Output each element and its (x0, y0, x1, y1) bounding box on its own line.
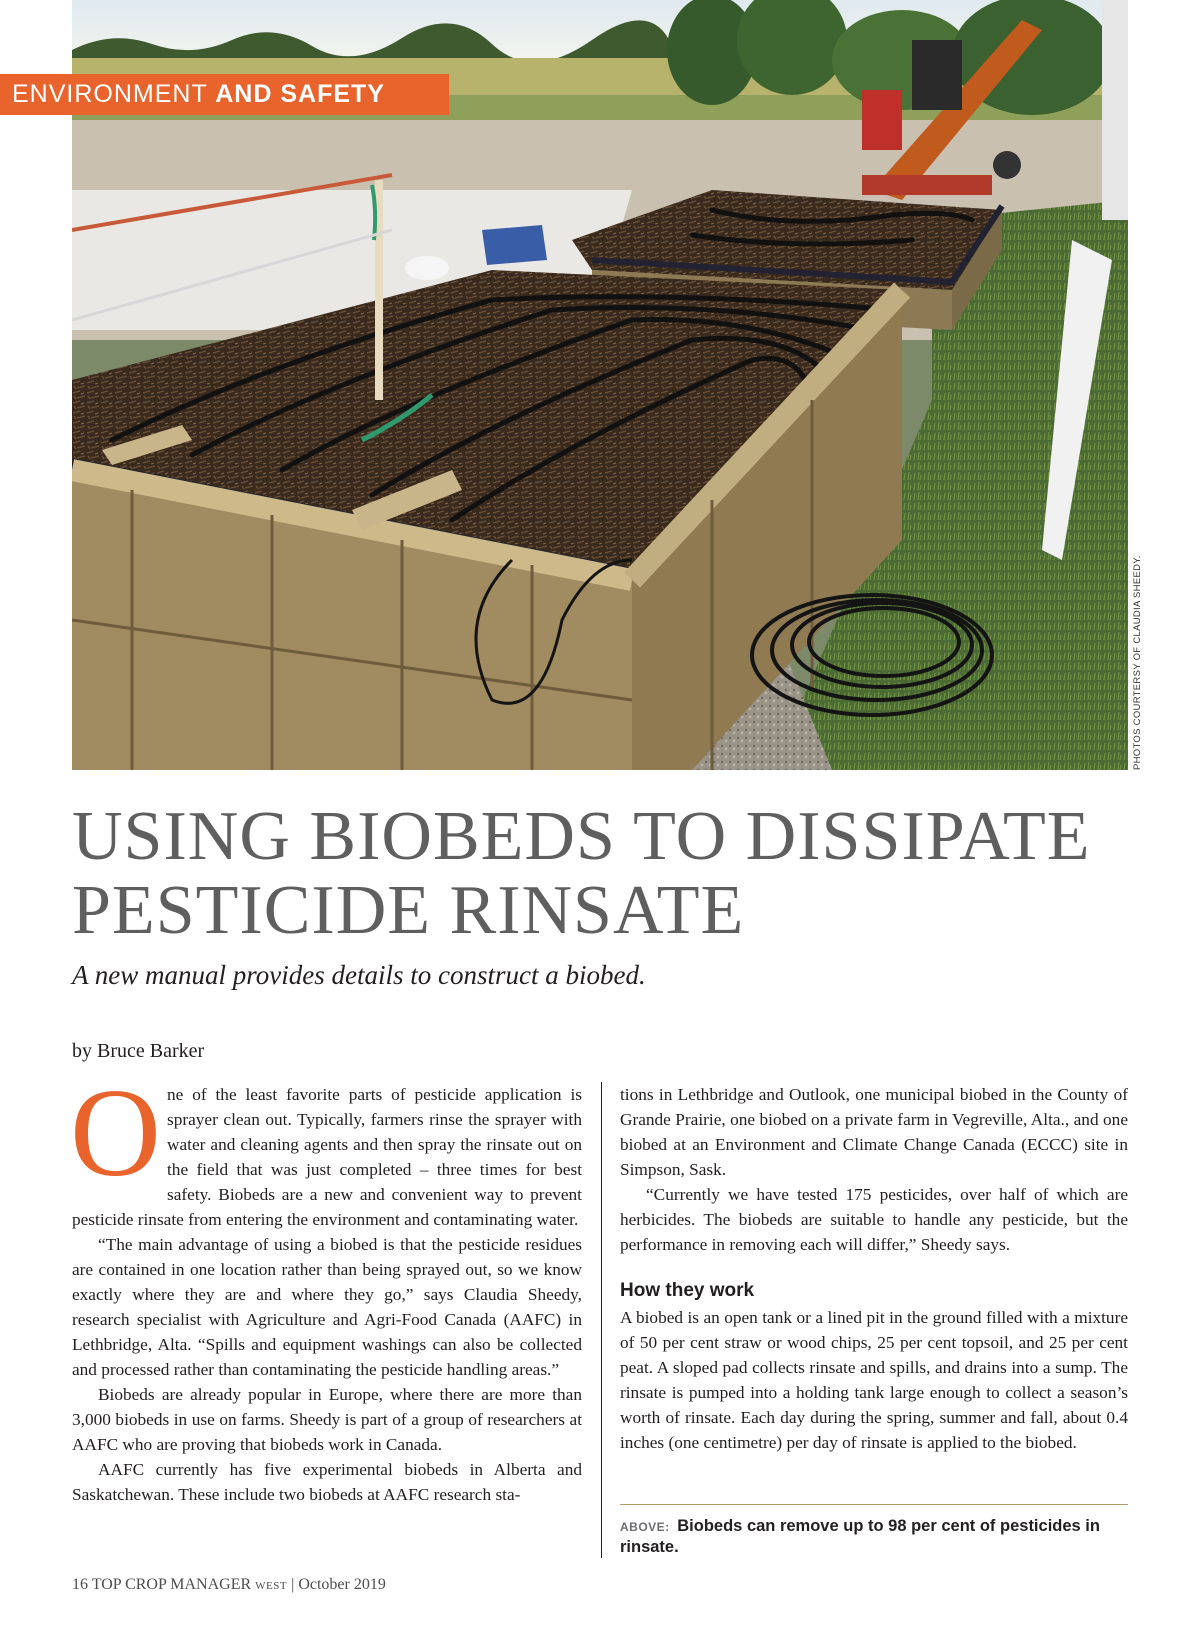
photo-caption (620, 1516, 1128, 1557)
byline: by Bruce Barker (72, 1040, 205, 1062)
folio-separator: | (291, 1576, 295, 1593)
caption-lead: ABOVE: (620, 1520, 670, 1534)
biobed-photo-illustration (72, 0, 1128, 770)
section-label (0, 74, 449, 115)
article-headline (72, 800, 1142, 948)
paragraph-2: “The main advantage of using a biobed is that the pesticide residues are contained in one location rather than being sprayed out, so we know exactly where they are and where they go,” says Claudia Sheedy, research specialist with Agriculture and Agri-Food Canada (AAFC) in Lethbridge, Alta. “Spills and equipment washings can also be collected and processed rather than contaminating the pesticide handling areas.” (72, 1235, 582, 1379)
caption-text: Biobeds can remove up to 98 per cent of pesticides in rinsate. (620, 1517, 1100, 1556)
article-dek: A new manual provides details to construct a biobed. (72, 960, 646, 990)
caption-rule (620, 1504, 1128, 1505)
paragraph-5: “Currently we have tested 175 pesticides, over half of which are herbicides. The biobeds are suitable to handle any pesticide, but the performance in removing each will differ,” Sheedy says. (620, 1185, 1128, 1254)
magazine-name: TOP CROP MANAGER (91, 1576, 252, 1593)
headline-line-1: USING BIOBEDS TO DISSIPATE (72, 798, 1091, 875)
issue-date: October 2019 (298, 1576, 386, 1593)
headline-line-2: PESTICIDE RINSATE (72, 872, 745, 949)
paragraph-1-text: ne of the least favorite parts of pesticide application is sprayer clean out. Typically, farmers rinse the sprayer with water and cleaning agents and then spray the rinsate out on the field that was just completed – three times for best safety. Biobeds are a new and convenient way to prevent pesticide rinsate from entering the environment and contaminating water. (72, 1085, 582, 1229)
paragraph-4-continued: tions in Lethbridge and Outlook, one municipal biobed in the County of Grande Prairie, one biobed on a private farm in Vegreville, Alta., and one biobed at an Environment and Climate Change Canada (ECCC) site in Simpson, Sask. (620, 1085, 1128, 1179)
body-column-left (70, 1064, 582, 1507)
subhead-how-they-work: How they work (620, 1280, 755, 1301)
paragraph-1 (70, 1064, 582, 1232)
paragraph-3: Biobeds are already popular in Europe, where there are more than 3,000 biobeds in use on farms. Sheedy is part of a group of researchers at AAFC who are proving that biobeds work in Canada. (72, 1385, 582, 1454)
article-photo-biobeds (72, 0, 1128, 770)
drop-cap: O (70, 1064, 161, 1203)
photo-credit: PHOTOS COURTERSY OF CLAUDIA SHEEDY. (1132, 555, 1143, 770)
paragraph-6: A biobed is an open tank or a lined pit in the ground filled with a mixture of 50 per cent straw or wood chips, 25 per cent topsoil, and 25 per cent peat. A sloped pad collects rinsate and spills, and drains into a sump. The rinsate is pumped into a holding tank large enough to collect a season’s worth of rinsate. Each day during the spring, summer and fall, about 0.4 inches (one centimetre) per day of rinsate is applied to the biobed. (620, 1308, 1128, 1452)
page-folio (72, 1576, 386, 1594)
paragraph-4-start: AAFC currently has five experimental biobeds in Alberta and Saskatchewan. These include two biobeds at AAFC research sta- (72, 1460, 582, 1504)
column-divider (601, 1082, 602, 1558)
section-label-bold: AND SAFETY (215, 80, 385, 108)
magazine-edition: WEST (255, 1580, 288, 1592)
page-number: 16 (72, 1576, 88, 1593)
section-label-light: ENVIRONMENT (12, 80, 216, 108)
body-column-right (620, 1082, 1128, 1455)
